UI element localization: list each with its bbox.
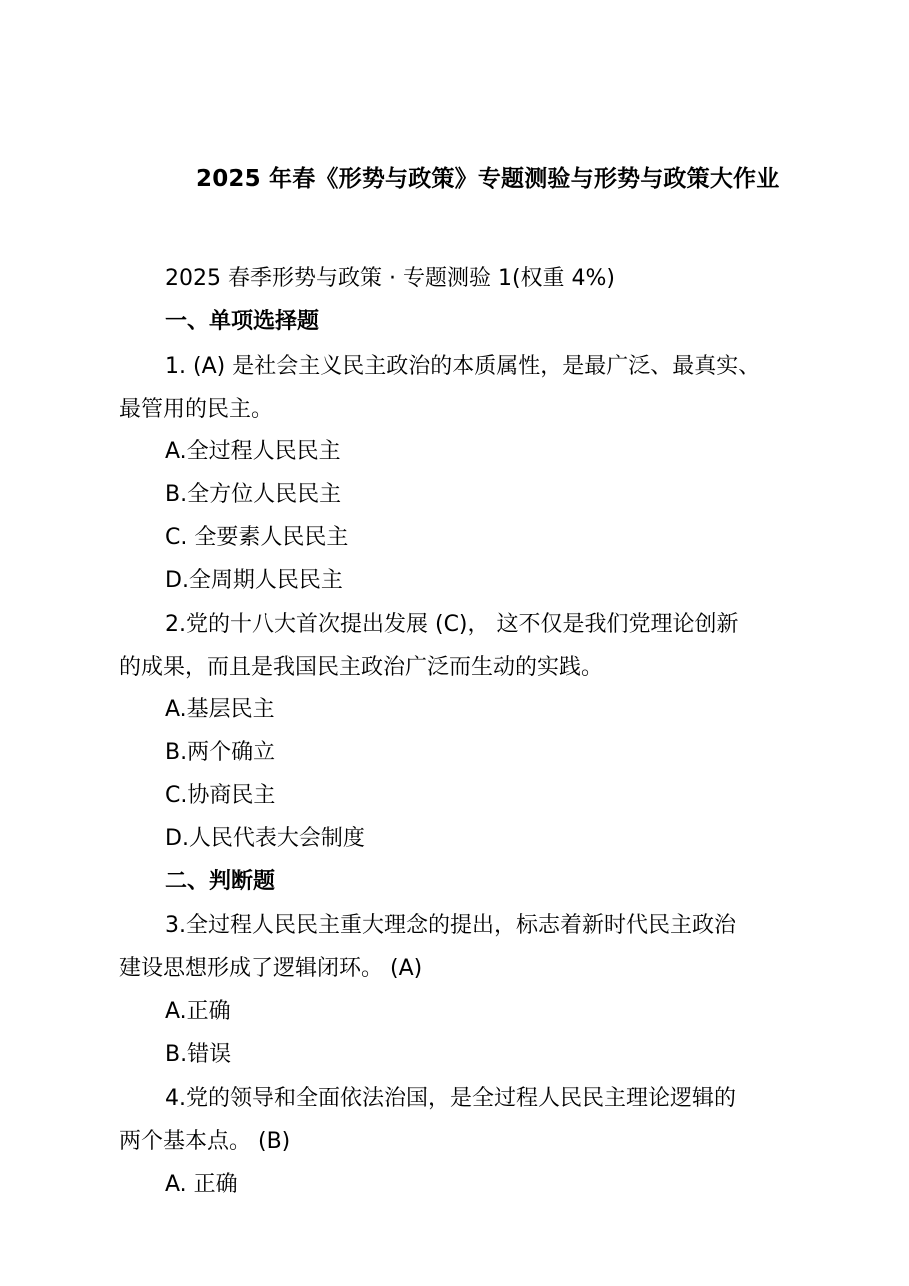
question-2-option-d: D.人民代表大会制度: [165, 826, 365, 851]
question-1-option-b: B.全方位人民民主: [165, 482, 342, 507]
question-4-option-a: A. 正确: [165, 1172, 238, 1197]
question-3-option-b: B.错误: [165, 1042, 232, 1067]
question-2-option-a: A.基层民主: [165, 697, 275, 722]
document-title: 2025 年春《形势与政策》专题测验与形势与政策大作业: [196, 166, 780, 192]
question-2-text-cont: 的成果，而且是我国民主政治广泛而生动的实践。: [119, 655, 604, 680]
section-heading-judgment: 二、判断题: [165, 869, 276, 894]
question-4-text-cont: 两个基本点。 (B): [119, 1129, 291, 1154]
section-heading-single-choice: 一、单项选择题: [165, 309, 320, 334]
question-3-text: 3.全过程人民民主重大理念的提出，标志着新时代民主政治: [165, 913, 736, 938]
question-4-text: 4.党的领导和全面依法治国，是全过程人民民主理论逻辑的: [165, 1086, 736, 1111]
question-2-text: 2.党的十八大首次提出发展 (C)， 这不仅是我们党理论创新: [165, 612, 739, 637]
question-1-text: 1. (A) 是社会主义民主政治的本质属性，是最广泛、最真实、: [165, 354, 761, 379]
question-2-option-c: C.协商民主: [165, 783, 276, 808]
question-3-option-a: A.正确: [165, 999, 231, 1024]
question-1-option-d: D.全周期人民民主: [165, 568, 343, 593]
question-2-option-b: B.两个确立: [165, 740, 276, 765]
question-1-text-cont: 最管用的民主。: [119, 397, 274, 422]
question-1-option-c: C. 全要素人民民主: [165, 525, 349, 550]
question-3-text-cont: 建设思想形成了逻辑闭环。 (A): [119, 956, 423, 981]
quiz-subtitle: 2025 春季形势与政策 · 专题测验 1(权重 4%): [165, 266, 616, 291]
question-1-option-a: A.全过程人民民主: [165, 439, 341, 464]
